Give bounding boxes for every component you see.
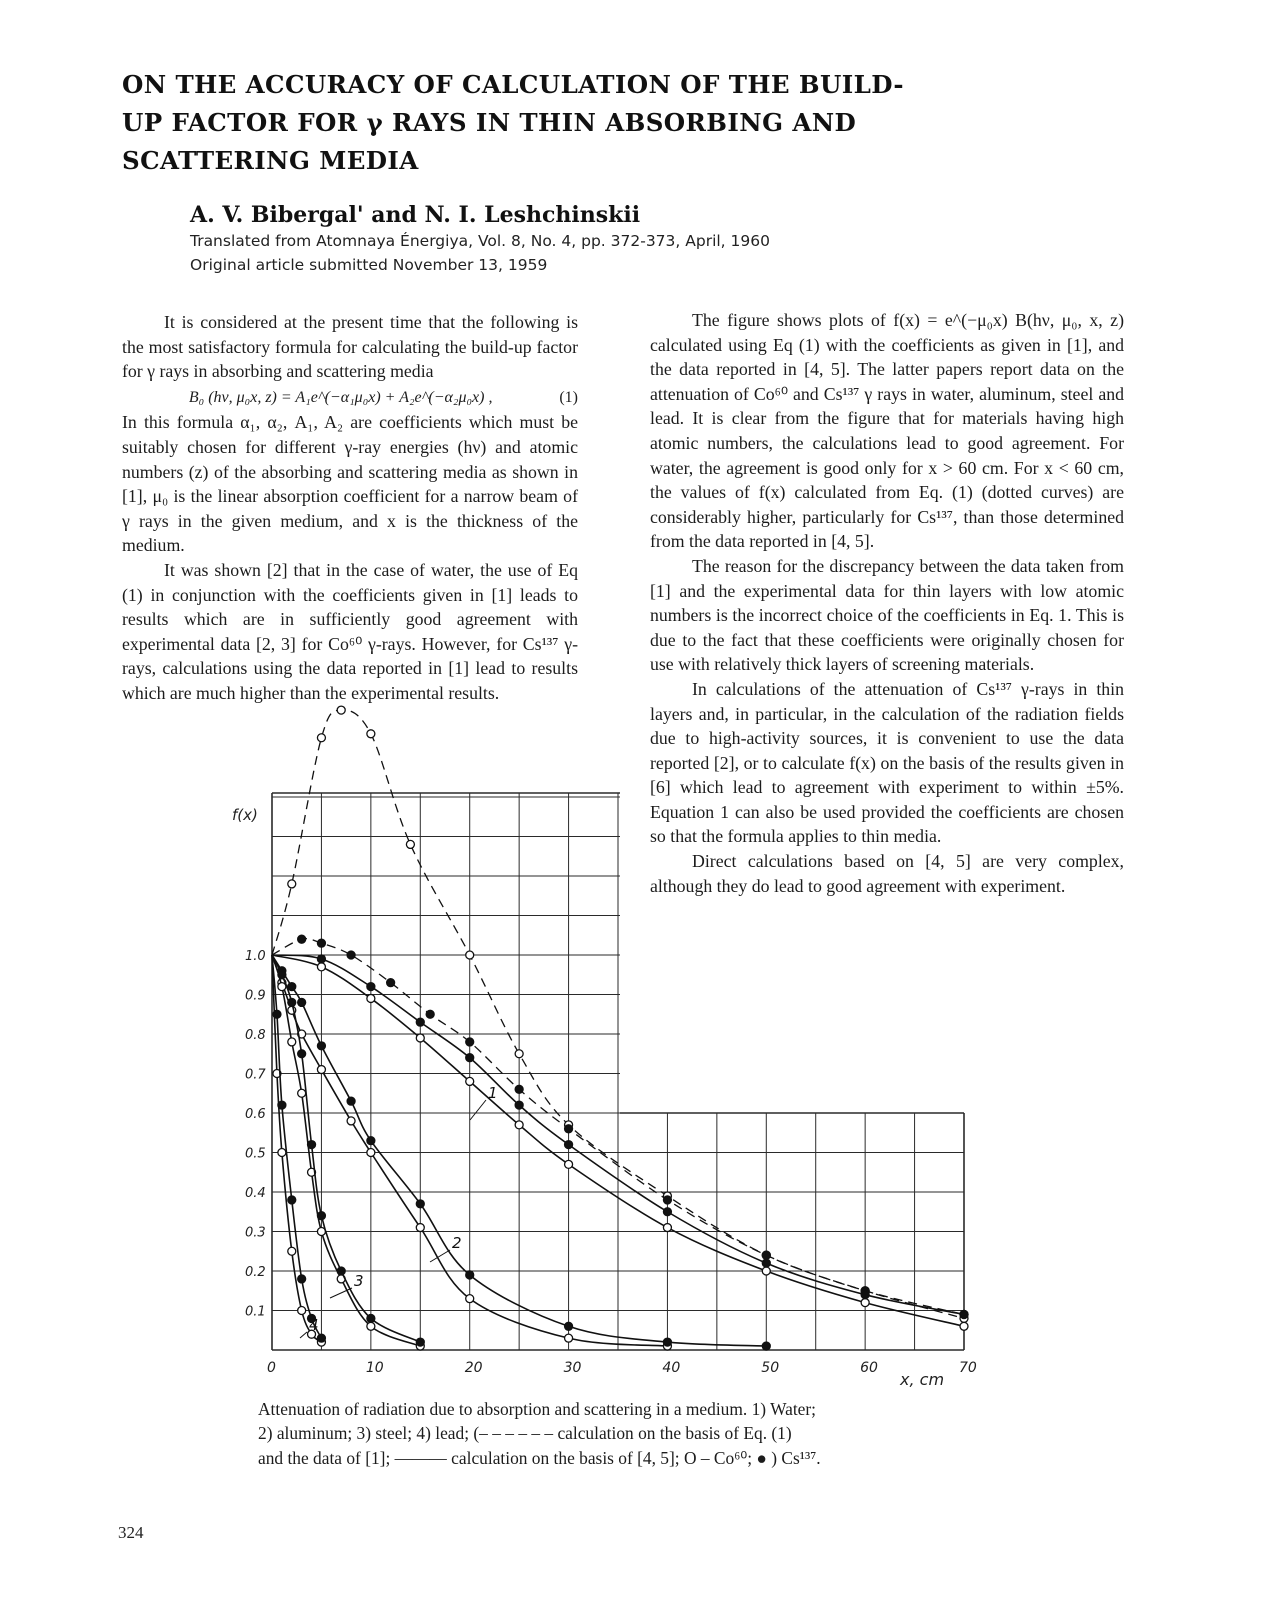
data-point (416, 1034, 424, 1042)
paragraph: It is considered at the present time that the following is the most satisfactory formula for calculating the build-up factor for γ rays in absorbing and scattering media (122, 312, 578, 382)
data-point (426, 1010, 434, 1018)
data-point (367, 1137, 375, 1145)
x-tick-label: 0 (267, 1360, 276, 1376)
data-point (367, 730, 375, 738)
data-point (317, 939, 325, 947)
data-point (317, 1042, 325, 1050)
data-point (565, 1322, 573, 1330)
x-tick-label: 20 (464, 1360, 483, 1376)
authors: A. V. Bibergal' and N. I. Leshchinskii (190, 202, 641, 228)
data-point (466, 951, 474, 959)
y-tick-label: 0.6 (245, 1107, 266, 1122)
data-point (565, 1125, 573, 1133)
data-point (960, 1310, 968, 1318)
paragraph: The reason for the discrepancy between the data taken from [1] and the experimental data for thin layers with low atomic numbers is the incorrect choice of the coefficients in Eq. 1. This is due to the fact that these coefficients were originally chosen for use with relatively thick layers of screening materials. (650, 555, 1124, 675)
data-point (298, 998, 306, 1006)
curve-label: 1 (488, 1084, 498, 1102)
data-point (317, 1334, 325, 1342)
y-tick-label: 0.4 (245, 1186, 266, 1201)
data-point (515, 1050, 523, 1058)
curve-label-leader (470, 1100, 486, 1120)
data-point (515, 1121, 523, 1129)
data-point (416, 1224, 424, 1232)
data-point (288, 1196, 296, 1204)
data-point (663, 1338, 671, 1346)
title-line: UP FACTOR FOR γ RAYS IN THIN ABSORBING AND (122, 108, 857, 137)
translation-note: Translated from Atomnaya Énergiya, Vol. 8, No. 4, pp. 372-373, April, 1960 (190, 232, 770, 250)
data-point (515, 1085, 523, 1093)
data-point (288, 1038, 296, 1046)
curve-label-leader (300, 1332, 307, 1338)
data-point (762, 1342, 770, 1350)
data-point (288, 1247, 296, 1255)
curve-label: 3 (354, 1272, 364, 1290)
paragraph: In calculations of the attenuation of Cs¹³⁷ γ-rays in thin layers and, in particular, in the calculation of the radiation fields due to high-activity sources, it is convenient to use the data reported [2], or to calculate f(x) on the basis of the results given in [6] which lead to agreement with experiment to within ±5%. Equation 1 can also be used provided the coefficients are chosen so that the formula applies to thin media. (650, 678, 1124, 847)
data-point (861, 1299, 869, 1307)
figure-caption (258, 1397, 968, 1470)
data-point (416, 1338, 424, 1346)
data-point (308, 1141, 316, 1149)
x-tick-label: 40 (662, 1360, 681, 1376)
series-line-7 (272, 955, 420, 1342)
data-point (367, 1322, 375, 1330)
data-point (466, 1077, 474, 1085)
paragraph: It was shown [2] that in the case of water, the use of Eq (1) in conjunction with the coefficients given in [1] leads to results which are in sufficiently good agreement with experimental data [2, 3] for Co⁶⁰ γ-rays. However, for Cs¹³⁷ γ-rays, calculations using the data reported in [1] lead to results which are much higher than the experimental results. (122, 559, 578, 703)
data-point (278, 983, 286, 991)
data-point (663, 1196, 671, 1204)
data-point (317, 734, 325, 742)
equation-number: (1) (559, 388, 578, 406)
data-point (406, 840, 414, 848)
data-point (347, 1117, 355, 1125)
caption-line: and the data of [1]; ——— calculation on the basis of [4, 5]; O – Co⁶⁰; ● ) Cs¹³⁷. (258, 1447, 821, 1468)
data-point (387, 979, 395, 987)
caption-line: Attenuation of radiation due to absorption and scattering in a medium. 1) Water; (258, 1399, 817, 1419)
page-number: 324 (118, 1523, 144, 1542)
data-point (298, 1275, 306, 1283)
y-tick-label: 0.8 (245, 1028, 266, 1043)
data-point (298, 1050, 306, 1058)
x-tick-label: 30 (563, 1360, 582, 1376)
curve-label: 4 (309, 1316, 319, 1334)
data-point (278, 971, 286, 979)
data-point (288, 983, 296, 991)
data-point (466, 1295, 474, 1303)
data-point (960, 1322, 968, 1330)
data-point (466, 1271, 474, 1279)
y-tick-label: 0.1 (245, 1304, 266, 1320)
title-line: ON THE ACCURACY OF CALCULATION OF THE BUILD- (122, 70, 904, 99)
data-point (317, 955, 325, 963)
data-point (347, 1097, 355, 1105)
y-tick-label: 0.9 (245, 988, 266, 1004)
x-axis-label: x, cm (900, 1370, 945, 1389)
data-point (317, 963, 325, 971)
data-point (278, 1101, 286, 1109)
data-point (565, 1160, 573, 1168)
data-point (317, 1212, 325, 1220)
data-point (337, 1267, 345, 1275)
data-point (298, 935, 306, 943)
y-tick-label: 0.5 (245, 1146, 266, 1162)
caption-line: 2) aluminum; 3) steel; 4) lead; (– – – – – – calculation on the basis of Eq. (1) (258, 1423, 792, 1444)
data-point (347, 951, 355, 959)
chart-ticks (245, 949, 977, 1376)
curve-label: 2 (452, 1234, 462, 1252)
data-point (515, 1101, 523, 1109)
chart-series (272, 706, 968, 1350)
paragraph: Direct calculations based on [4, 5] are very complex, although they do lead to good agreement with experiment. (650, 851, 1124, 896)
data-point (298, 1089, 306, 1097)
data-point (367, 983, 375, 991)
paragraph: The figure shows plots of f(x) = e^(−μ₀x) B(hν, μ₀, x, z) calculated using Eq (1) with the coefficients as given in [1], and the data reported in [4, 5]. The latter papers report data on the attenuation of Co⁶⁰ and Cs¹³⁷ γ rays in water, aluminum, steel and lead. It is clear from the figure that for materials having high atomic numbers, the calculations lead to good agreement. For water, the agreement is good only for x > 60 cm. For x < 60 cm, the values of f(x) calculated from Eq. (1) (dotted curves) are considerably higher, particularly for Cs¹³⁷, than those determined from the data reported in [4, 5]. (650, 310, 1124, 552)
y-tick-label: 0.2 (245, 1265, 266, 1280)
data-point (565, 1334, 573, 1342)
data-point (337, 706, 345, 714)
curve-label-leader (430, 1250, 450, 1262)
data-point (367, 1314, 375, 1322)
y-tick-label: 0.7 (245, 1067, 266, 1083)
y-tick-label: 0.3 (245, 1225, 266, 1241)
data-point (288, 998, 296, 1006)
chart-grid (272, 793, 964, 1350)
paragraph: In this formula α₁, α₂, A₁, A₂ are coefficients which must be suitably chosen for different γ-ray energies (hν) and atomic numbers (z) of the absorbing and scattering media as shown in [1], μ₀ is the linear absorption coefficient for a narrow beam of γ rays in the given medium, and x is the thickness of the medium. (122, 412, 578, 556)
data-point (663, 1208, 671, 1216)
title-line: SCATTERING MEDIA (122, 146, 419, 175)
data-point (367, 994, 375, 1002)
data-point (298, 1307, 306, 1315)
data-point (416, 1200, 424, 1208)
x-tick-label: 10 (365, 1360, 384, 1376)
data-point (273, 1010, 281, 1018)
data-point (663, 1224, 671, 1232)
data-point (762, 1259, 770, 1267)
data-point (762, 1267, 770, 1275)
data-point (416, 1018, 424, 1026)
data-point (288, 880, 296, 888)
data-point (466, 1038, 474, 1046)
y-tick-label: 1.0 (245, 949, 266, 964)
data-point (565, 1141, 573, 1149)
data-point (367, 1149, 375, 1157)
x-tick-label: 60 (860, 1360, 878, 1376)
y-axis-label: f(x) (232, 806, 258, 824)
x-tick-label: 50 (761, 1360, 780, 1376)
x-tick-label: 70 (959, 1360, 977, 1376)
data-point (861, 1291, 869, 1299)
data-point (278, 1149, 286, 1157)
data-point (317, 1066, 325, 1074)
equation-text: B₀ (hν, μ₀x, z) = A₁e^(−α₁μ₀x) + A₂e^(−α₂μ₀x) , (188, 388, 493, 406)
data-point (762, 1251, 770, 1259)
data-point (466, 1054, 474, 1062)
submission-note: Original article submitted November 13, 1959 (190, 256, 548, 274)
